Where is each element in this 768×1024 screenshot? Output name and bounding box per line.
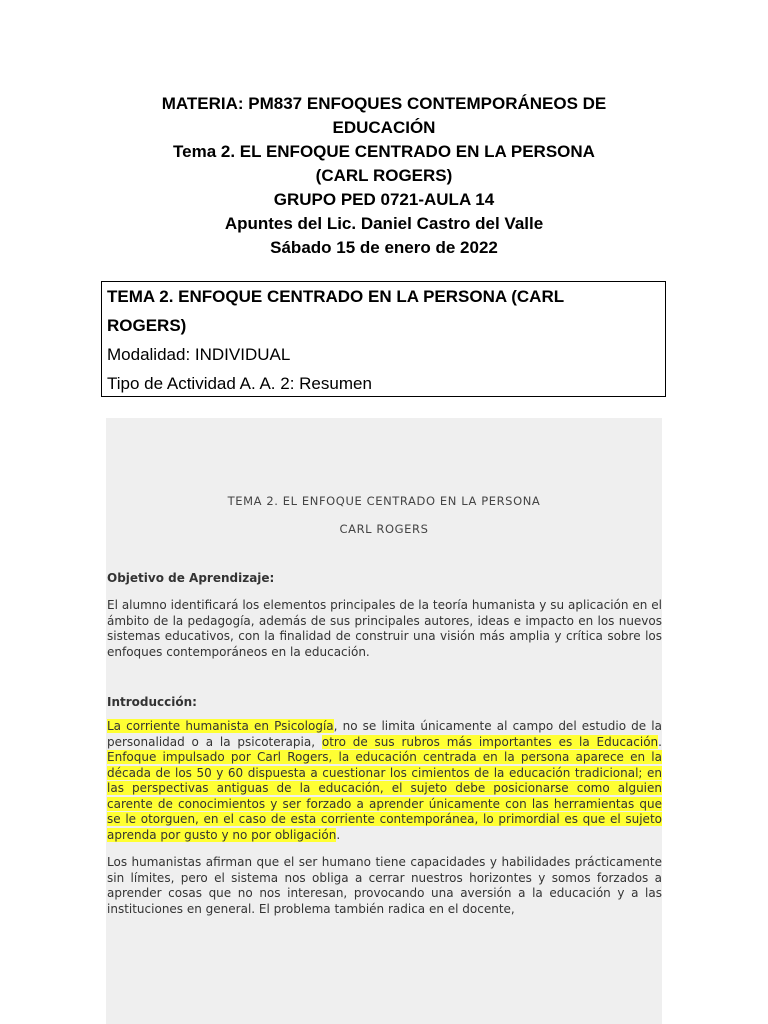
- scanned-page-image: [106, 418, 662, 1024]
- activity-box: [101, 281, 666, 397]
- scan-title: TEMA 2. EL ENFOQUE CENTRADO EN LA PERSONA: [227, 494, 541, 508]
- highlight-corriente: La corriente humanista en Psicología: [107, 719, 334, 733]
- header-line-educacion: EDUCACIÓN: [332, 118, 436, 137]
- activity-modalidad: [107, 340, 660, 369]
- highlight-enfoque: Enfoque impulsado por Carl Rogers, la educación centrada en la persona aparece en la década de los 50 y 60 dispuesta a cuestionar los cimientos de la educación tradicional; en las perspectivas antiguas de la educación, el sujeto debe posicionarse como alguien carente de conocimientos y ser forzado a aprender únicamente con las herramientas que se le otorguen, en el caso de esta corriente contemporánea, lo primordial es que el sujeto aprenda por gusto y no por obligación: [107, 750, 662, 842]
- intro-text-3: .: [336, 827, 341, 842]
- header-line-carl-rogers: (CARL ROGERS): [315, 166, 453, 185]
- scan-subtitle: CARL ROGERS: [339, 522, 429, 536]
- highlight-rubros: otro de sus rubros más importantes es la Educación: [321, 734, 659, 749]
- humanistas-paragraph: Los humanistas afirman que el ser humano tiene capacidades y habilidades prácticamente sin límites, pero el sistema nos obliga a cerrar nuestros horizontes y somos forzados a aprender cosas que no nos interesan, provocando una aversión a la educación y a las instituciones en general. El problema también radica en el docente,: [107, 855, 662, 916]
- objetivo-heading: Objetivo de Aprendizaje:: [107, 571, 275, 585]
- intro-text-2: .: [658, 734, 662, 749]
- header-line-grupo: GRUPO PED 0721-AULA 14: [273, 190, 495, 209]
- header-line-tema: Tema 2. EL ENFOQUE CENTRADO EN LA PERSONA: [173, 142, 595, 161]
- activity-tipo: Tipo de Actividad A. A. 2: Resumen: [107, 374, 372, 393]
- introduccion-heading: Introducción:: [107, 695, 197, 709]
- objetivo-paragraph: El alumno identificará los elementos principales de la teoría humanista y su aplicación en el ámbito de la pedagogía, además de sus principales autores, ideas e impacto en los nuevos sistemas educativos, con la finalidad de construir una visión más amplia y crítica sobre los enfoques contemporáneos en la educación.: [107, 598, 662, 659]
- activity-title-line2: ROGERS): [107, 316, 187, 335]
- modalidad-label: Modalidad:: [107, 345, 191, 364]
- activity-title-line1: TEMA 2. ENFOQUE CENTRADO EN LA PERSONA (CARL: [107, 287, 565, 306]
- introduccion-paragraph: [107, 719, 662, 843]
- modalidad-value: INDIVIDUAL: [190, 345, 291, 364]
- header-line-apuntes: Apuntes del Lic. Daniel Castro del Valle: [224, 214, 544, 233]
- header-line-materia: MATERIA: PM837 ENFOQUES CONTEMPORÁNEOS DE: [161, 94, 607, 113]
- document-header: [100, 92, 668, 260]
- header-line-fecha: Sábado 15 de enero de 2022: [270, 238, 498, 257]
- intro-text-1: , no se limita únicamente al campo del estudio de la personalidad o a la psicoterapia,: [107, 719, 662, 749]
